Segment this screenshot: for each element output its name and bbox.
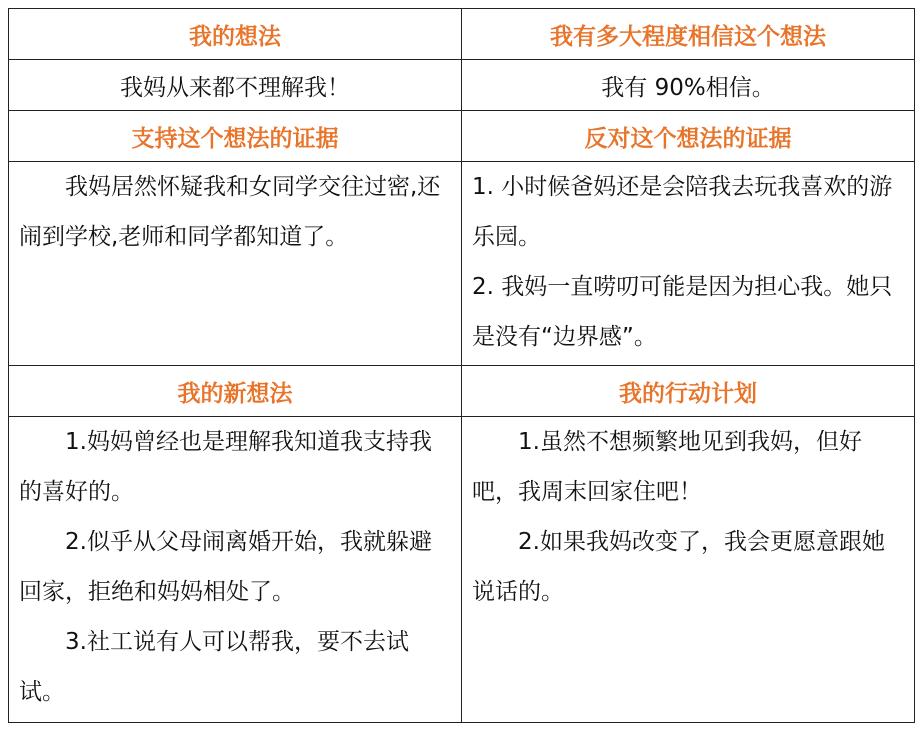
thought-text: 我妈从来都不理解我！	[9, 60, 462, 111]
header-supporting-evidence: 支持这个想法的证据	[9, 111, 462, 162]
opposing-evidence-item: 2. 我妈一直唠叨可能是因为担心我。她只是没有“边界感”。	[472, 274, 893, 350]
new-thought-cell	[9, 417, 462, 723]
header-my-thought: 我的想法	[9, 9, 462, 60]
opposing-evidence-item: 1. 小时候爸妈还是会陪我去玩我喜欢的游乐园。	[472, 174, 893, 250]
action-plan-item: 2.如果我妈改变了，我会更愿意跟她说话的。	[472, 529, 885, 605]
thought-record-table	[8, 8, 915, 723]
header-opposing-evidence: 反对这个想法的证据	[462, 111, 915, 162]
row-evidence	[9, 162, 915, 366]
header-row-thought	[9, 9, 915, 60]
supporting-evidence-paragraph: 我妈居然怀疑我和女同学交往过密,还闹到学校,老师和同学都知道了。	[19, 174, 441, 250]
header-new-thought: 我的新想法	[9, 366, 462, 417]
action-plan-item: 1.虽然不想频繁地见到我妈，但好吧，我周末回家住吧！	[472, 429, 862, 505]
header-row-evidence	[9, 111, 915, 162]
row-thought-values	[9, 60, 915, 111]
belief-level-text: 我有 90%相信。	[462, 60, 915, 111]
header-belief-level: 我有多大程度相信这个想法	[462, 9, 915, 60]
opposing-evidence-cell	[462, 162, 915, 366]
row-new	[9, 417, 915, 723]
action-plan-cell	[462, 417, 915, 723]
new-thought-item: 2.似乎从父母闹离婚开始，我就躲避回家，拒绝和妈妈相处了。	[19, 529, 432, 605]
header-action-plan: 我的行动计划	[462, 366, 915, 417]
supporting-evidence-cell	[9, 162, 462, 366]
new-thought-item: 1.妈妈曾经也是理解我知道我支持我的喜好的。	[19, 429, 432, 505]
header-row-new	[9, 366, 915, 417]
new-thought-item: 3.社工说有人可以帮我，要不去试试。	[19, 629, 409, 705]
